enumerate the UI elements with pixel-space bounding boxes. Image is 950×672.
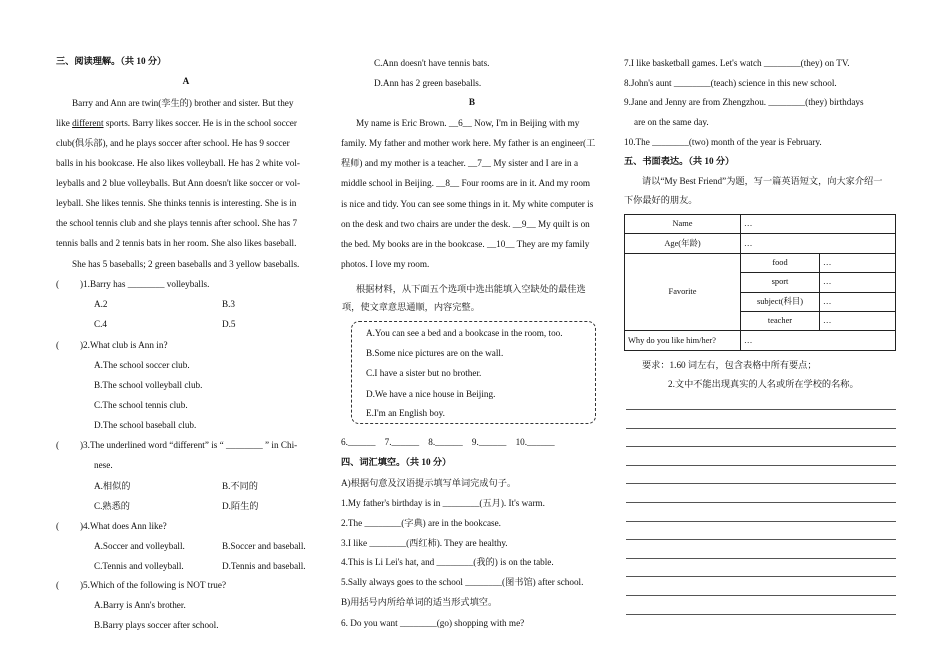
part-b-q7[interactable]: 7.I like basketball games. Let's watch ________(they) on TV. xyxy=(624,58,850,68)
q3-stem-cont: nese. xyxy=(94,460,113,470)
writing-line[interactable] xyxy=(626,465,896,466)
q4-paren: ( xyxy=(56,521,60,531)
passage-b-line: My name is Eric Brown. __6__ Now, I'm in Beijing with my xyxy=(356,118,580,128)
part-b-q6[interactable]: 6. Do you want ________(go) shopping with me? xyxy=(341,618,525,628)
passage-a-line xyxy=(56,198,296,209)
option-b: B.Some nice pictures are on the wall. xyxy=(366,348,504,358)
q1-paren: ( xyxy=(56,279,60,289)
q2-stem: )2.What club is Ann in? xyxy=(80,340,168,350)
answer-blanks-6-10[interactable]: 6.______ 7.______ 8.______ 9.______ 10.______ xyxy=(341,437,555,447)
q2-option-c[interactable]: C.The school tennis club. xyxy=(94,400,188,410)
part-b-q9[interactable]: 9.Jane and Jenny are from Zhengzhou. ________(they) birthdays xyxy=(624,97,864,107)
passage-a-line xyxy=(56,158,300,169)
q5-option-d[interactable]: D.Ann has 2 green baseballs. xyxy=(374,78,482,88)
passage-a-text: leyball. She likes tennis. She thinks tennis is interesting. She is in xyxy=(56,198,297,208)
part-b-q9-cont: are on the same day. xyxy=(634,117,709,127)
section-3-title: 三、阅读理解。（共 10 分） xyxy=(56,56,167,66)
writing-line[interactable] xyxy=(626,502,896,503)
part-b-title: B)用括号内所给单词的适当形式填空。 xyxy=(341,597,498,607)
writing-line[interactable] xyxy=(626,558,896,559)
q4-stem: )4.What does Ann like? xyxy=(80,521,167,531)
q4-option-b[interactable]: B.Soccer and baseball. xyxy=(222,541,306,551)
passage-a-line xyxy=(56,138,290,149)
passage-a-line xyxy=(56,118,297,129)
passage-a-text: sports. Barry likes soccer. He is in the school soccer xyxy=(103,118,297,128)
passage-b-line: on the desk and two chairs are under the desk. __9__ My quilt is on xyxy=(341,219,590,229)
passage-a-label: A xyxy=(182,76,190,86)
part-a-q3[interactable]: 3.I like ________(西红柿). They are healthy. xyxy=(341,538,508,548)
passage-a-text: Barry and Ann are twin(孪生的) brother and sister. But they xyxy=(72,98,294,108)
writing-line[interactable] xyxy=(626,428,896,429)
writing-line[interactable] xyxy=(626,521,896,522)
q4-option-a[interactable]: A.Soccer and volleyball. xyxy=(94,541,185,551)
passage-b-line: photos. I love my room. xyxy=(341,259,430,269)
q1-option-a[interactable]: A.2 xyxy=(94,299,108,309)
q3-option-b[interactable]: B.不同的 xyxy=(222,481,258,491)
passage-b-instruction-1: 根据材料，从下面五个选项中选出能填入空缺处的最佳选 xyxy=(356,284,586,294)
q5-stem: )5.Which of the following is NOT true? xyxy=(80,580,227,590)
q3-option-c[interactable]: C.熟悉的 xyxy=(94,501,130,511)
passage-a-text: club(俱乐部), and he plays soccer after school. He has 9 soccer xyxy=(56,138,290,148)
section-5-title: 五、书面表达。（共 10 分） xyxy=(624,156,735,166)
part-a-q4[interactable]: 4.This is Li Lei's hat, and ________(我的) is on the table. xyxy=(341,557,554,567)
name-label: Name xyxy=(625,215,741,234)
passage-a-line xyxy=(72,98,293,109)
passage-a-line xyxy=(56,178,300,189)
writing-line[interactable] xyxy=(626,446,896,447)
passage-a-text: balls in his bookcase. He also likes volleyball. He has 2 white vol- xyxy=(56,158,300,168)
writing-line[interactable] xyxy=(626,483,896,484)
name-value[interactable]: … xyxy=(741,215,896,234)
passage-b-label: B xyxy=(468,97,476,107)
subject-label: subject(科目) xyxy=(741,292,820,311)
writing-prompt-1: 请以“My Best Friend”为题，写一篇英语短文，向大家介绍一 xyxy=(642,176,883,186)
writing-line[interactable] xyxy=(626,539,896,540)
q4-option-d[interactable]: D.Tennis and baseball. xyxy=(222,561,306,571)
q5-option-c[interactable]: C.Ann doesn't have tennis bats. xyxy=(374,58,490,68)
age-label: Age(年龄) xyxy=(625,234,741,253)
q2-option-a[interactable]: A.The school soccer club. xyxy=(94,360,190,370)
writing-line[interactable] xyxy=(626,576,896,577)
passage-a-text: like xyxy=(56,118,73,128)
passage-a-text: She has 5 baseballs; 2 green baseballs and 3 yellow baseballs. xyxy=(72,259,300,269)
requirement-1: 要求：1.60 词左右，包含表格中所有要点； xyxy=(642,360,817,370)
q5-option-a[interactable]: A.Barry is Ann's brother. xyxy=(94,600,186,610)
q1-option-d[interactable]: D.5 xyxy=(222,319,236,329)
passage-a-line xyxy=(56,218,297,229)
passage-b-instruction-2: 项，使文章意思通顺，内容完整。 xyxy=(342,302,480,312)
option-e: E.I'm an English boy. xyxy=(366,408,445,418)
q3-paren: ( xyxy=(56,440,60,450)
q5-paren: ( xyxy=(56,580,60,590)
requirement-2: 2.文中不能出现真实的人名或所在学校的名称。 xyxy=(668,379,859,389)
option-c: C.I have a sister but no brother. xyxy=(366,368,482,378)
q1-option-b[interactable]: B.3 xyxy=(222,299,236,309)
teacher-label: teacher xyxy=(741,311,820,330)
writing-line[interactable] xyxy=(626,614,896,615)
passage-a-text: leyballs and 2 blue volleyballs. But Ann doesn't like soccer or vol- xyxy=(56,178,301,188)
age-value[interactable]: … xyxy=(741,234,896,253)
favorite-label: Favorite xyxy=(625,253,741,331)
passage-b-line: is nice and tidy. You can see some things in it. My white computer is xyxy=(341,199,594,209)
q3-option-a[interactable]: A.相似的 xyxy=(94,481,131,491)
subject-value[interactable]: … xyxy=(820,292,896,311)
underlined-word: different xyxy=(72,118,104,128)
q5-option-b[interactable]: B.Barry plays soccer after school. xyxy=(94,620,219,630)
option-d: D.We have a nice house in Beijing. xyxy=(366,389,496,399)
part-a-q2[interactable]: 2.The ________(字典) are in the bookcase. xyxy=(341,518,501,528)
writing-line[interactable] xyxy=(626,595,896,596)
q2-option-d[interactable]: D.The school baseball club. xyxy=(94,420,197,430)
q1-stem: )1.Barry has ________ volleyballs. xyxy=(80,279,210,289)
q3-option-d[interactable]: D.陌生的 xyxy=(222,501,259,511)
part-a-title: A)根据句意及汉语提示填写单词完成句子。 xyxy=(341,478,517,488)
passage-a-text: tennis balls and 2 tennis bats in her room. She also likes baseball. xyxy=(56,238,297,248)
writing-line[interactable] xyxy=(626,409,896,410)
option-a: A.You can see a bed and a bookcase in the room, too. xyxy=(366,328,563,338)
passage-a-text: the school tennis club and she plays tennis after school. She has 7 xyxy=(56,218,298,228)
passage-a-line xyxy=(56,238,296,249)
writing-prompt-2: 下你最好的朋友。 xyxy=(624,195,698,205)
q2-paren: ( xyxy=(56,340,60,350)
q1-option-c[interactable]: C.4 xyxy=(94,319,108,329)
passage-b-line: middle school in Beijing. __8__ Four rooms are in it. And my room xyxy=(341,178,591,188)
why-label: Why do you like him/her? xyxy=(625,331,741,350)
q3-stem: )3.The underlined word “different” is “ ________ ” in Chi- xyxy=(80,440,298,450)
q4-option-c[interactable]: C.Tennis and volleyball. xyxy=(94,561,184,571)
food-value[interactable]: … xyxy=(820,253,896,272)
sport-label: sport xyxy=(741,273,820,292)
passage-b-line: the bed. My books are in the bookcase. __10__ They are my family xyxy=(341,239,590,249)
part-b-q8[interactable]: 8.John's aunt ________(teach) science in this new school. xyxy=(624,78,837,88)
passage-b-line: 程师) and my mother is a teacher. __7__ My sister and I are in a xyxy=(341,158,579,168)
teacher-value[interactable]: … xyxy=(820,311,896,330)
q2-option-b[interactable]: B.The school volleyball club. xyxy=(94,380,203,390)
why-value[interactable]: … xyxy=(741,331,896,350)
section-4-title: 四、词汇填空。（共 10 分） xyxy=(341,457,452,467)
food-label: food xyxy=(741,253,820,272)
sport-value[interactable]: … xyxy=(820,273,896,292)
passage-a-line xyxy=(72,259,299,270)
friend-info-table xyxy=(624,214,896,351)
part-b-q10[interactable]: 10.The ________(two) month of the year is February. xyxy=(624,137,822,147)
passage-b-line: family. My father and mother work here. My father is an engineer(工 xyxy=(341,138,596,148)
part-a-q5[interactable]: 5.Sally always goes to the school ________(图书馆) after school. xyxy=(341,577,584,587)
part-a-q1[interactable]: 1.My father's birthday is in ________(五月). It's warm. xyxy=(341,498,545,508)
